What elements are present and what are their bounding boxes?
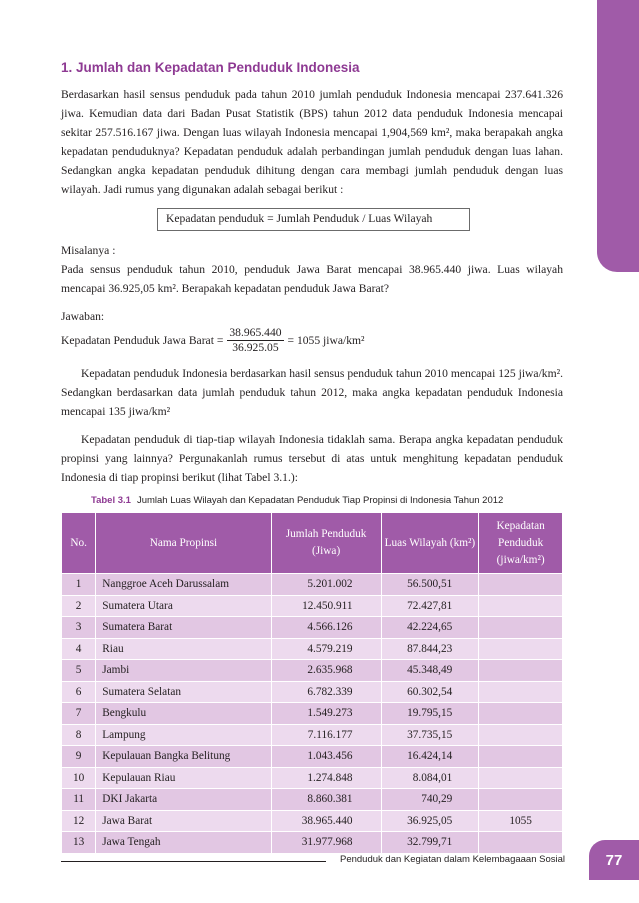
table-caption xyxy=(91,495,563,506)
cell-no: 6 xyxy=(62,681,96,703)
cell-population: 1.549.273 xyxy=(271,703,381,725)
header-population: Jumlah Penduduk (Jiwa) xyxy=(271,513,381,574)
cell-area: 36.925,05 xyxy=(381,810,479,832)
cell-density xyxy=(479,767,563,789)
header-density: Kepadatan Penduduk (jiwa/km²) xyxy=(479,513,563,574)
cell-no: 12 xyxy=(62,810,96,832)
table-row xyxy=(62,767,563,789)
cell-population: 38.965.440 xyxy=(271,810,381,832)
table-row xyxy=(62,746,563,768)
answer-numerator: 38.965.440 xyxy=(229,326,282,339)
cell-population: 12.450.911 xyxy=(271,595,381,617)
cell-no: 5 xyxy=(62,660,96,682)
cell-area: 42.224,65 xyxy=(381,617,479,639)
cell-name: DKI Jakarta xyxy=(96,789,271,811)
page-number: 77 xyxy=(589,840,639,880)
cell-name: Lampung xyxy=(96,724,271,746)
table-row xyxy=(62,789,563,811)
answer-fraction xyxy=(227,326,283,355)
table-caption-text: Jumlah Luas Wilayah dan Kepadatan Penduduk Tiap Propinsi di Indonesia Tahun 2012 xyxy=(136,495,504,506)
cell-density xyxy=(479,638,563,660)
cell-no: 13 xyxy=(62,832,96,854)
page-content xyxy=(61,60,563,854)
cell-area: 32.799,71 xyxy=(381,832,479,854)
section-title: 1. Jumlah dan Kepadatan Penduduk Indonesia xyxy=(61,60,360,75)
cell-name: Sumatera Utara xyxy=(96,595,271,617)
cell-no: 4 xyxy=(62,638,96,660)
cell-no: 11 xyxy=(62,789,96,811)
cell-area: 45.348,49 xyxy=(381,660,479,682)
table-row xyxy=(62,681,563,703)
cell-no: 7 xyxy=(62,703,96,725)
cell-density xyxy=(479,574,563,596)
cell-name: Nanggroe Aceh Darussalam xyxy=(96,574,271,596)
table-row xyxy=(62,810,563,832)
intro-paragraph: Berdasarkan hasil sensus penduduk pada tahun 2010 jumlah penduduk Indonesia mencapai 237.641.326 jiwa. Kemudian data dari Badan Pusat Statistik (BPS) tahun 2012 data penduduk Indonesia mencapai sekitar 257.516.167 jiwa. Dengan luas wilayah Indonesia mencapai 1,904,569 km², maka berapakah angka kepadatan penduduknya? Kepadatan penduduk adalah perbandingan jumlah penduduk dengan luas lahan. Sedangkan angka kepadatan penduduk dihitung dengan cara membagi jumlah penduduk dengan luas wilayah. Jadi rumus yang digunakan adalah sebagai berikut : xyxy=(61,88,563,196)
cell-name: Kepulauan Riau xyxy=(96,767,271,789)
cell-no: 9 xyxy=(62,746,96,768)
cell-area: 8.084,01 xyxy=(381,767,479,789)
cell-population: 8.860.381 xyxy=(271,789,381,811)
cell-no: 10 xyxy=(62,767,96,789)
example-text: Pada sensus penduduk tahun 2010, penduduk Jawa Barat mencapai 38.965.440 jiwa. Luas wilayah mencapai 36.925,05 km². Berapakah kepadatan penduduk Jawa Barat? xyxy=(61,263,563,295)
example-label: Misalanya : xyxy=(61,244,116,257)
cell-area: 56.500,51 xyxy=(381,574,479,596)
cell-density xyxy=(479,595,563,617)
cell-population: 7.116.177 xyxy=(271,724,381,746)
answer-prefix: Kepadatan Penduduk Jawa Barat = xyxy=(61,334,224,347)
header-name: Nama Propinsi xyxy=(96,513,271,574)
cell-density xyxy=(479,660,563,682)
cell-population: 1.043.456 xyxy=(271,746,381,768)
cell-name: Riau xyxy=(96,638,271,660)
table-row xyxy=(62,595,563,617)
cell-area: 72.427,81 xyxy=(381,595,479,617)
density-paragraph: Kepadatan penduduk Indonesia berdasarkan hasil sensus penduduk tahun 2010 mencapai 125 jiwa/km². Sedangkan berdasarkan data jumlah penduduk tahun 2012, maka angka kepadatan penduduk Indonesia mencapai 135 jiwa/km² xyxy=(61,367,563,418)
cell-area: 87.844,23 xyxy=(381,638,479,660)
cell-population: 1.274.848 xyxy=(271,767,381,789)
cell-no: 3 xyxy=(62,617,96,639)
table-row xyxy=(62,724,563,746)
answer-denominator: 36.925.05 xyxy=(232,341,279,354)
cell-name: Jambi xyxy=(96,660,271,682)
table-header-row xyxy=(62,513,563,574)
cell-density xyxy=(479,617,563,639)
footer-book-title: Penduduk dan Kegiatan dalam Kelembagaaan Sosial xyxy=(340,854,565,865)
cell-area: 37.735,15 xyxy=(381,724,479,746)
table-row xyxy=(62,574,563,596)
table-body xyxy=(62,574,563,854)
province-paragraph: Kepadatan penduduk di tiap-tiap wilayah Indonesia tidaklah sama. Berapa angka kepadatan penduduk propinsi yang lainnya? Pergunakanlah rumus tersebut di atas untuk menghitung kepadatan penduduk Indonesia di tiap propinsi berikut (lihat Tabel 3.1.): xyxy=(61,433,563,484)
cell-name: Bengkulu xyxy=(96,703,271,725)
cell-density: 1055 xyxy=(479,810,563,832)
cell-density xyxy=(479,789,563,811)
answer-label: Jawaban: xyxy=(61,310,105,323)
cell-density xyxy=(479,724,563,746)
cell-name: Jawa Barat xyxy=(96,810,271,832)
cell-name: Kepulauan Bangka Belitung xyxy=(96,746,271,768)
table-caption-label: Tabel 3.1 xyxy=(91,495,131,506)
cell-area: 740,29 xyxy=(381,789,479,811)
table-row xyxy=(62,638,563,660)
cell-area: 60.302,54 xyxy=(381,681,479,703)
cell-population: 4.579.219 xyxy=(271,638,381,660)
header-no: No. xyxy=(62,513,96,574)
cell-name: Jawa Tengah xyxy=(96,832,271,854)
cell-area: 19.795,15 xyxy=(381,703,479,725)
cell-population: 2.635.968 xyxy=(271,660,381,682)
cell-density xyxy=(479,703,563,725)
table-row xyxy=(62,660,563,682)
answer-calculation xyxy=(61,326,563,355)
answer-result: = 1055 jiwa/km² xyxy=(287,334,365,347)
formula-box: Kepadatan penduduk = Jumlah Penduduk / Luas Wilayah xyxy=(157,208,470,231)
table-row xyxy=(62,703,563,725)
cell-name: Sumatera Selatan xyxy=(96,681,271,703)
cell-area: 16.424,14 xyxy=(381,746,479,768)
cell-population: 4.566.126 xyxy=(271,617,381,639)
chapter-tab xyxy=(597,0,639,272)
footer-rule xyxy=(61,861,326,862)
cell-name: Sumatera Barat xyxy=(96,617,271,639)
cell-population: 5.201.002 xyxy=(271,574,381,596)
cell-density xyxy=(479,746,563,768)
cell-density xyxy=(479,681,563,703)
cell-population: 6.782.339 xyxy=(271,681,381,703)
table-row xyxy=(62,617,563,639)
header-area: Luas Wilayah (km²) xyxy=(381,513,479,574)
cell-no: 8 xyxy=(62,724,96,746)
cell-density xyxy=(479,832,563,854)
cell-no: 1 xyxy=(62,574,96,596)
cell-no: 2 xyxy=(62,595,96,617)
table-row xyxy=(62,832,563,854)
cell-population: 31.977.968 xyxy=(271,832,381,854)
population-table xyxy=(61,512,563,854)
